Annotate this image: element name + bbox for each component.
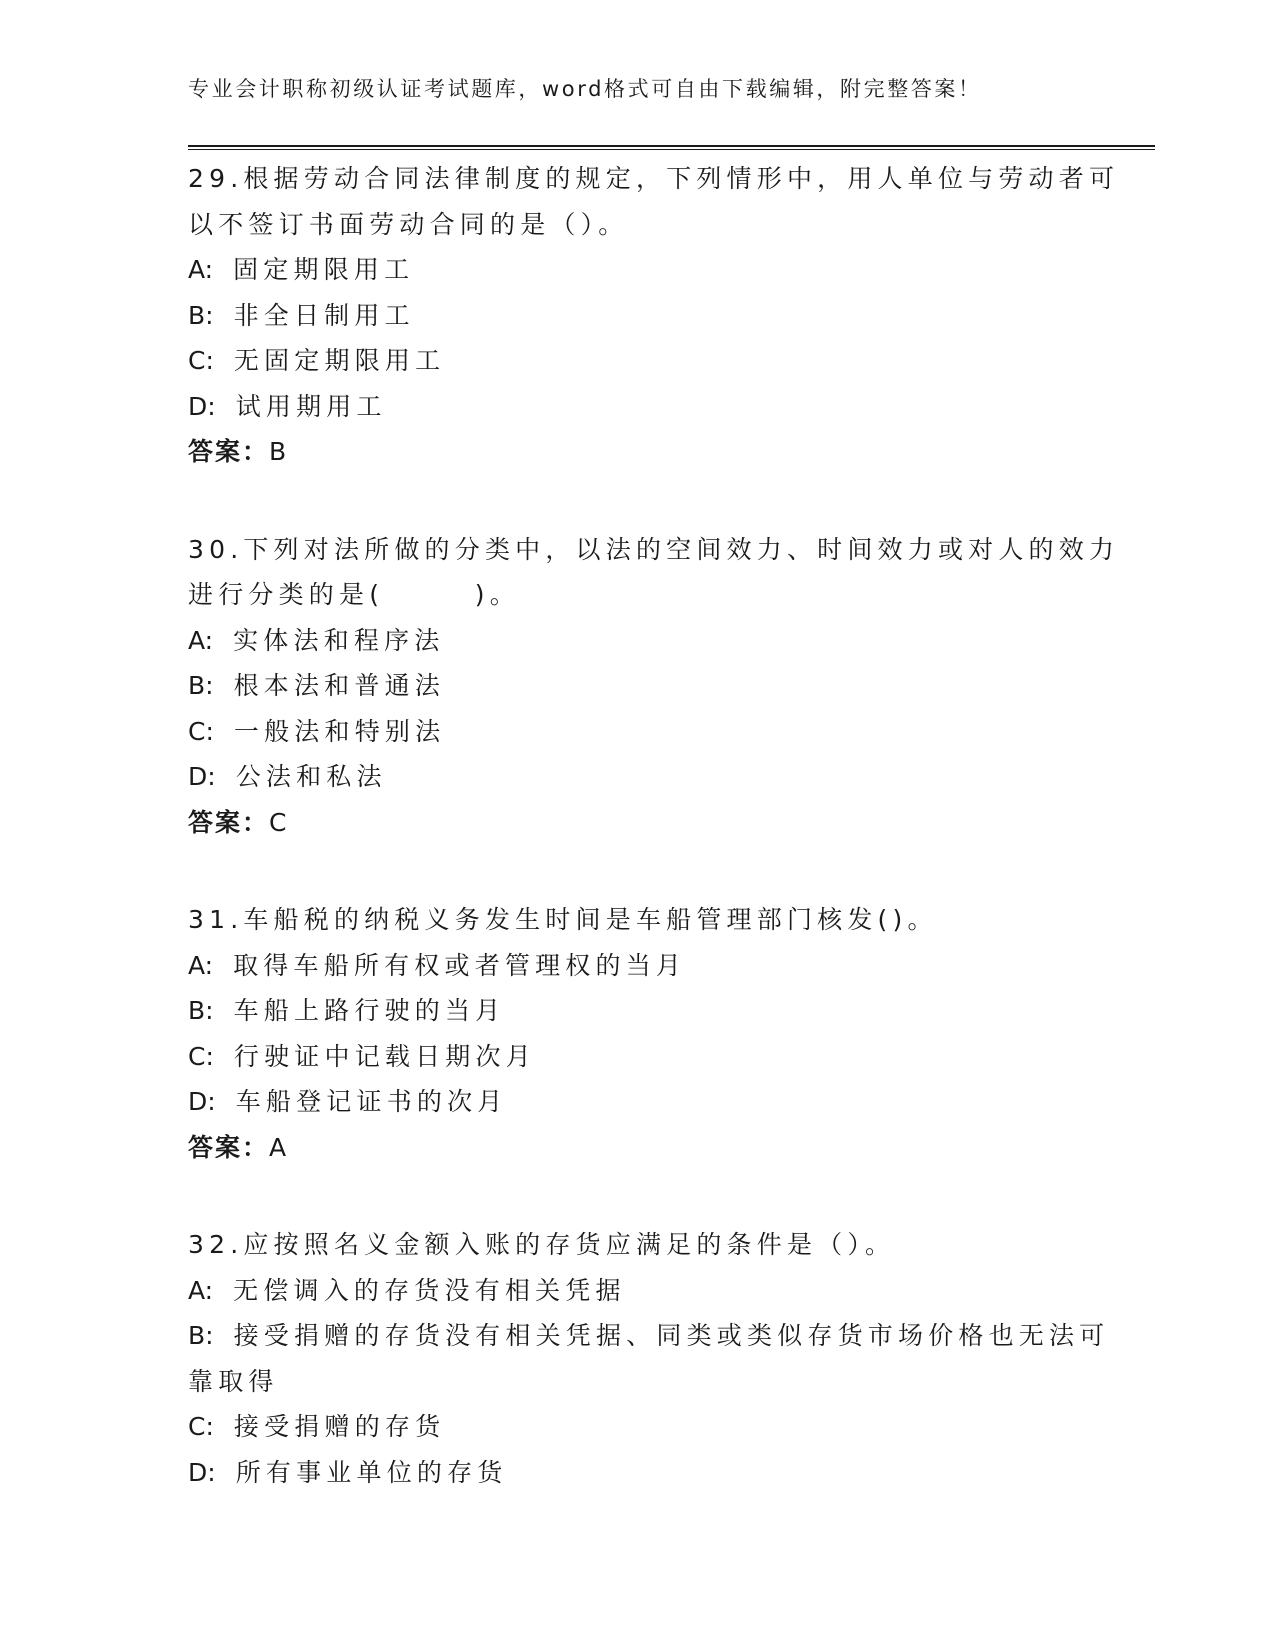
header-divider xyxy=(188,145,1155,150)
option-text: 试用期用工 xyxy=(235,391,387,421)
option-letter: A: xyxy=(188,625,214,655)
option-letter: C: xyxy=(188,1412,214,1441)
question-stem xyxy=(188,1222,1088,1268)
option-text: 固定期限用工 xyxy=(233,255,415,284)
option-text: 无偿调入的存货没有相关凭据 xyxy=(233,1275,626,1305)
answer-label: 答案： xyxy=(188,1132,270,1162)
option-b xyxy=(188,293,1088,339)
option-c xyxy=(188,338,1088,384)
option-text: 接受捐赠的存货 xyxy=(233,1412,446,1441)
question-32 xyxy=(188,1222,1110,1495)
option-b xyxy=(188,988,1088,1034)
stem-line: 进行分类的是( )。 xyxy=(188,580,520,609)
answer-line xyxy=(188,429,1088,475)
option-c xyxy=(188,1404,1088,1450)
option-a xyxy=(188,247,1088,293)
option-c xyxy=(188,709,1088,755)
option-text: 车船登记证书的次月 xyxy=(235,1087,508,1116)
answer-value: C xyxy=(269,807,288,837)
stem-line: 29.根据劳动合同法律制度的规定，下列情形中，用人单位与劳动者可 xyxy=(188,164,1120,193)
option-text: 一般法和特别法 xyxy=(233,716,446,746)
option-text: 车船上路行驶的当月 xyxy=(233,996,506,1025)
option-text: 无固定期限用工 xyxy=(233,346,446,375)
answer-label: 答案： xyxy=(188,437,270,466)
option-letter: A: xyxy=(188,255,214,284)
option-letter: B: xyxy=(188,1321,214,1350)
option-a xyxy=(188,618,1088,664)
option-a xyxy=(188,1268,1088,1314)
option-c xyxy=(188,1034,1088,1080)
option-a xyxy=(188,943,1088,989)
stem-line: 32.应按照名义金额入账的存货应满足的条件是（）。 xyxy=(188,1230,896,1259)
option-d xyxy=(188,754,1088,800)
option-letter: B: xyxy=(188,671,214,700)
option-letter: D: xyxy=(188,391,216,421)
question-31 xyxy=(188,897,1088,1170)
answer-label: 答案： xyxy=(188,807,270,837)
option-letter: C: xyxy=(188,716,214,746)
question-30 xyxy=(188,527,1120,846)
option-text: 公法和私法 xyxy=(235,762,387,791)
question-29 xyxy=(188,156,1120,475)
option-text: 所有事业单位的存货 xyxy=(235,1457,508,1487)
answer-value: B xyxy=(269,437,288,466)
option-text: 行驶证中记载日期次月 xyxy=(233,1041,536,1071)
option-text: 取得车船所有权或者管理权的当月 xyxy=(233,950,687,980)
option-letter: A: xyxy=(188,1275,214,1305)
stem-line: 以不签订书面劳动合同的是（）。 xyxy=(188,209,629,239)
answer-line xyxy=(188,800,1088,846)
question-stem xyxy=(188,897,1088,943)
option-letter: C: xyxy=(188,1041,214,1071)
option-b xyxy=(188,663,1088,709)
stem-line: 30.下列对法所做的分类中，以法的空间效力、时间效力或对人的效力 xyxy=(188,534,1120,564)
option-text: 接受捐赠的存货没有相关凭据、同类或类似存货市场价格也无法可 xyxy=(233,1321,1110,1350)
option-letter: C: xyxy=(188,346,214,375)
answer-value: A xyxy=(269,1132,288,1162)
option-text: 实体法和程序法 xyxy=(233,625,445,655)
question-stem xyxy=(188,156,1120,247)
option-d xyxy=(188,1079,1088,1125)
option-letter: D: xyxy=(188,762,216,791)
page-header: 专业会计职称初级认证考试题库，word格式可自由下载编辑，附完整答案！ xyxy=(188,77,982,101)
option-text: 根本法和普通法 xyxy=(233,671,445,700)
option-b-continuation: 靠取得 xyxy=(188,1366,279,1396)
option-text: 非全日制用工 xyxy=(233,300,415,330)
option-letter: B: xyxy=(188,300,214,330)
option-d xyxy=(188,1450,1088,1496)
stem-line: 31.车船税的纳税义务发生时间是车船管理部门核发()。 xyxy=(188,905,938,934)
question-list xyxy=(188,156,1120,1547)
option-letter: D: xyxy=(188,1457,216,1487)
option-letter: B: xyxy=(188,996,214,1025)
option-letter: A: xyxy=(188,950,214,980)
option-b xyxy=(188,1313,1110,1359)
option-letter: D: xyxy=(188,1087,216,1116)
question-stem xyxy=(188,527,1120,618)
option-d xyxy=(188,384,1088,430)
answer-line xyxy=(188,1125,1088,1171)
